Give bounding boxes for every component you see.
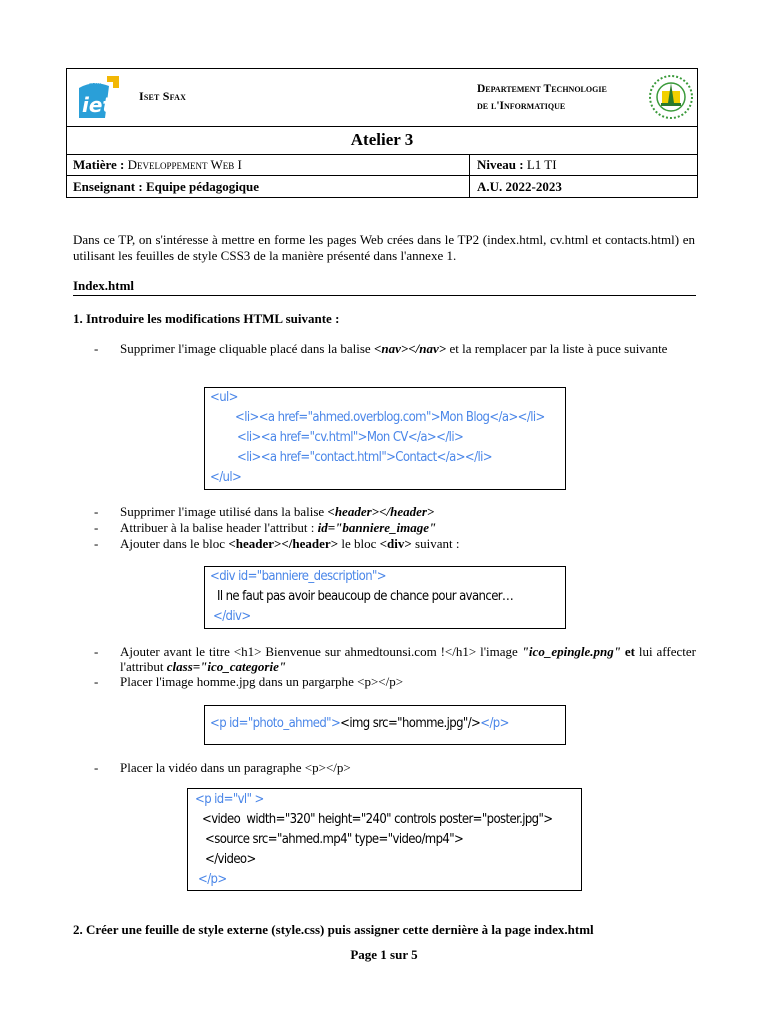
- header-top-row: [67, 69, 697, 127]
- bullet-7: - Placer la vidéo dans un paragraphe <p></p>: [94, 760, 351, 775]
- section-divider: [73, 295, 696, 296]
- section-title: Index.html: [73, 278, 135, 293]
- code-box-list: <ul> <li><a href="ahmed.overblog.com">Mon Blog</a></li> <li><a href="cv.html">Mon CV</a></li> <li><a href="contact.html">Contact</a></li> </ul>: [204, 387, 566, 490]
- bullet-3: - Attribuer à la balise header l'attribut : id="banniere_image": [94, 520, 437, 535]
- code-box-video: <p id="vl" > <video width="320" height="240" controls poster="poster.jpg"> <source src="ahmed.mp4" type="video/mp4"> </video> </p>: [187, 788, 582, 891]
- bullet-5: - Ajouter avant le titre <h1> Bienvenue sur ahmedtounsi.com !</h1> l'image "ico_epingle.png" et lui affecter l'attribut class="ico_categorie": [94, 644, 696, 674]
- ministry-emblem-icon: [647, 73, 695, 121]
- table-divider: [469, 154, 470, 198]
- enseignant-row: Enseignant : Equipe pédagogique A.U. 2022-2023: [73, 179, 562, 194]
- bullet-6: - Placer l'image homme.jpg dans un pargarphe <p></p>: [94, 674, 404, 689]
- step-1-heading: 1. Introduire les modifications HTML suivante :: [73, 311, 340, 326]
- code-box-div: <div id="banniere_description"> Il ne faut pas avoir beaucoup de chance pour avancer… </div>: [204, 566, 566, 629]
- code-box-photo: <p id="photo_ahmed"><img src="homme.jpg"/></p>: [204, 705, 566, 745]
- page-title: Atelier 3: [67, 126, 697, 155]
- iset-sfax-logo-icon: [75, 74, 123, 120]
- matiere-row: Matière : Developpement Web I Niveau : L1 TI: [67, 154, 697, 176]
- page-footer: Page 1 sur 5: [350, 947, 418, 962]
- intro-paragraph: Dans ce TP, on s'intéresse à mettre en forme les pages Web crées dans le TP2 (index.html, cv.html et contacts.html) en utilisant les feuilles de style CSS3 de la manière présenté dans l'annexe 1.: [73, 232, 695, 263]
- header-table: [66, 68, 698, 198]
- step-2-heading: 2. Créer une feuille de style externe (style.css) puis assigner cette dernière à la page index.html: [73, 922, 594, 937]
- bullet-4: - Ajouter dans le bloc <header></header> le bloc <div> suivant :: [94, 536, 460, 551]
- svg-text:SFAX: SFAX: [89, 83, 102, 89]
- bullet-1: - Supprimer l'image cliquable placé dans la balise <nav></nav> et la remplacer par la liste à puce suivante: [94, 341, 668, 356]
- department-name: Departement Technologie de l'Informatique: [477, 83, 607, 112]
- bullet-2: - Supprimer l'image utilisé dans la balise <header></header>: [94, 504, 435, 519]
- institution-name: Iset Sfax: [139, 89, 187, 103]
- svg-text:iet: iet: [82, 93, 112, 117]
